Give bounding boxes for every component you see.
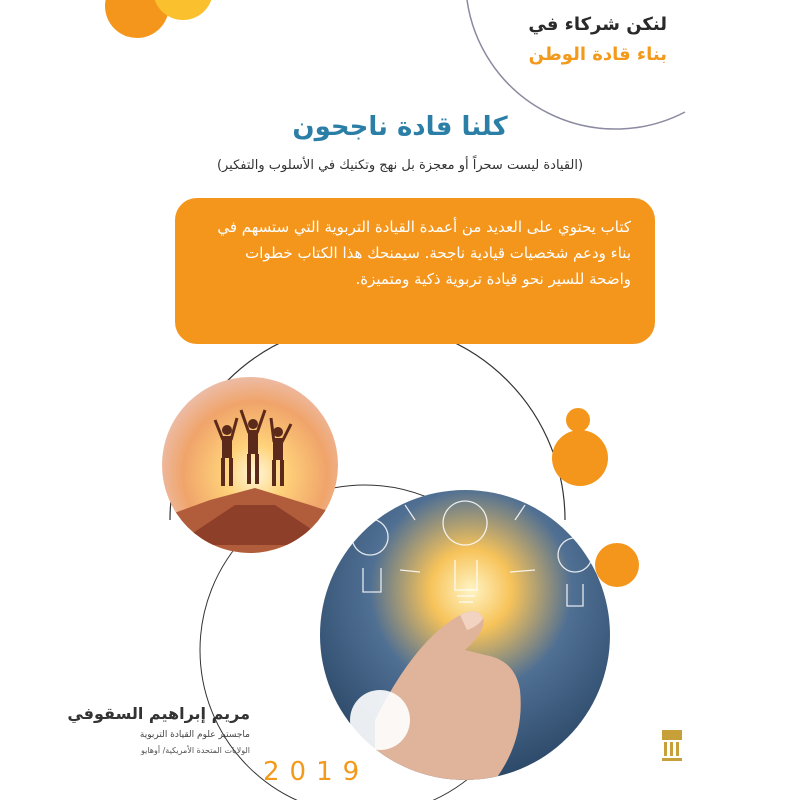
author-name: مريم إبراهيم السقوفي <box>67 704 250 723</box>
author-location: الولايات المتحدة الأمريكية/ أوهايو <box>140 746 250 755</box>
blurb-text: كتاب يحتوي على العديد من أعمدة القيادة التربوية التي ستسهم في بناء ودعم شخصيات قيادية ناجحة. سيمنحك هذا الكتاب خطوات واضحة للسير نحو قيادة تربوية ذكية ومتميزة. <box>217 218 631 288</box>
small-orange-circle-1 <box>566 408 590 432</box>
book-cover <box>67 0 685 800</box>
publisher-logo-icon <box>660 718 685 778</box>
tagline-line-1: لنكن شركاء في <box>528 14 667 35</box>
right-orange-circle <box>595 543 639 587</box>
tagline-line-2: بناء قادة الوطن <box>528 44 667 65</box>
book-title: كلنا قادة ناجحون <box>292 112 508 142</box>
blurb-box <box>175 198 655 344</box>
bottom-white-circle <box>350 690 410 750</box>
author-degree: ماجستير علوم القيادة التربوية <box>139 730 250 740</box>
mountain-photo <box>155 370 355 570</box>
book-subtitle: (القيادة ليست سحراً أو معجزة بل نهج وتكنيك في الأسلوب والتفكير) <box>216 158 584 173</box>
medium-orange-circle <box>552 430 608 486</box>
publication-year: 2019 <box>263 757 370 787</box>
